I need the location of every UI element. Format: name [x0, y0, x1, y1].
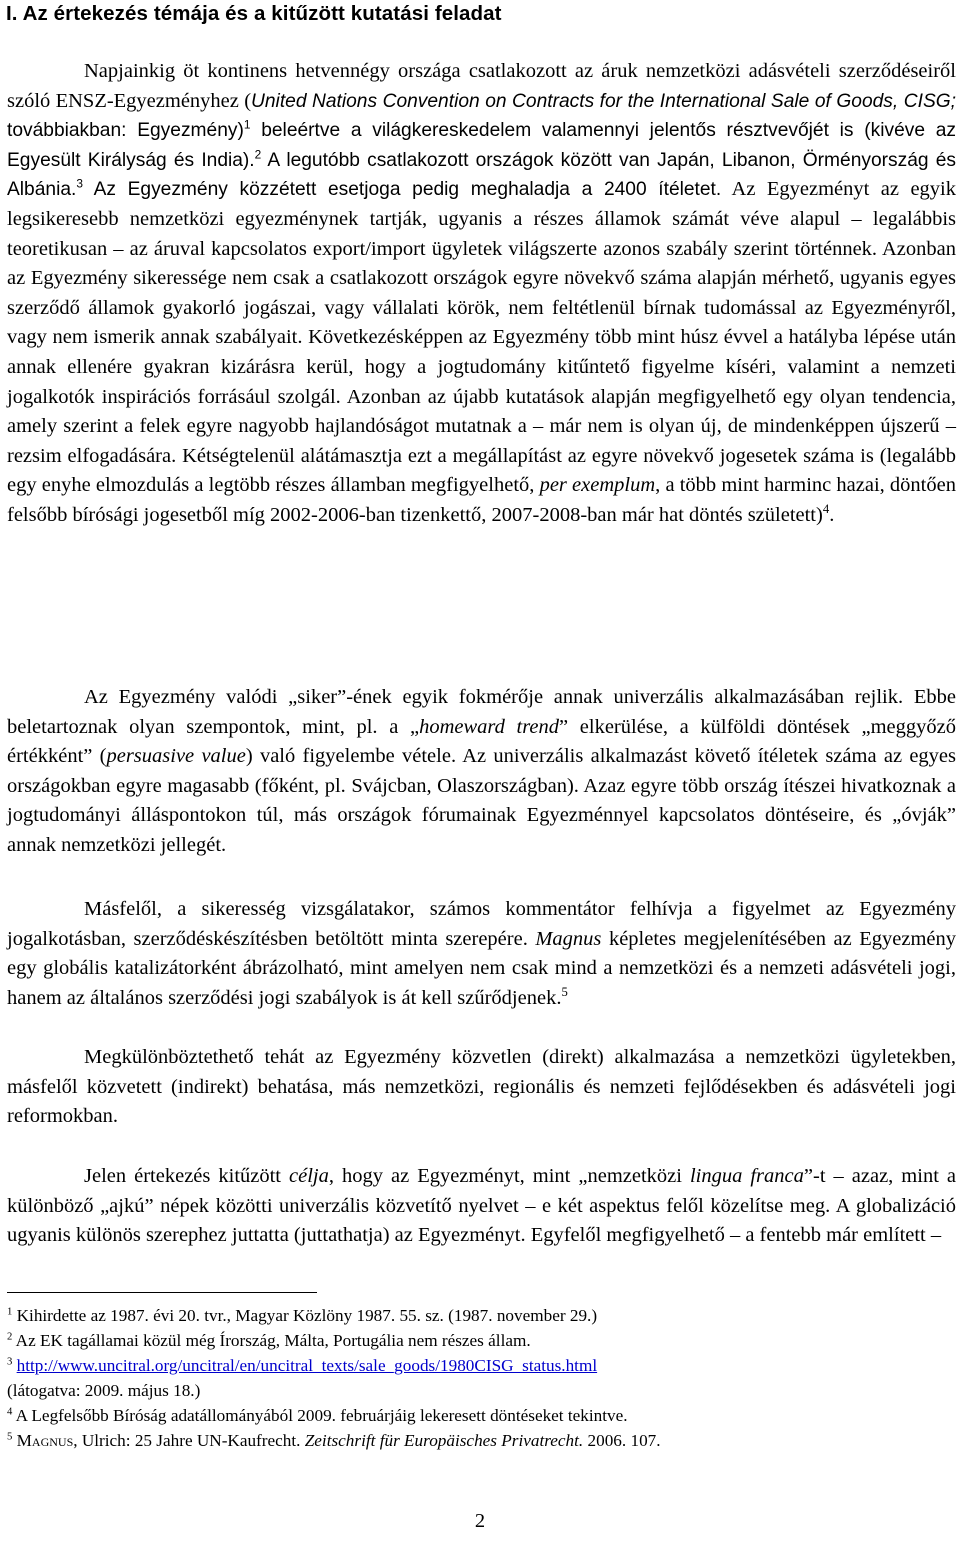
text-span: képletes megjelenítésében az Egyezmény egy globális katalizátorként ábrázolható, mint amelyen nem csak mind a nemzetközi és a nemzeti adásvételi jogi, hanem az általános szerződési jogi szabályok is át kell szűrődjenek. — [7, 927, 956, 1009]
italic-span: Magnus — [535, 927, 602, 950]
footnote-3 — [7, 1353, 952, 1378]
text-span: , a több mint harminc hazai, döntően felsőbb bírósági jogesetből míg 2002-2006-ban tizenkettő, 2007-2008-ban már hat döntés született) — [7, 474, 956, 526]
text-span: továbbiakban: Egyezmény) — [7, 120, 244, 142]
footnote-number: 2 — [7, 1331, 13, 1343]
footnote-text: A Legfelsőbb Bíróság adatállományából 2009. februárjáig lekeresett döntéseket tekintve. — [12, 1406, 628, 1425]
footnote-ref-4[interactable]: 4 — [822, 502, 830, 517]
author-name: Magnus — [16, 1431, 74, 1450]
footnote-ref-1[interactable]: 1 — [243, 117, 251, 132]
text-span: , hogy az Egyezményt, mint „nemzetközi — [328, 1165, 690, 1187]
text-span: ) való figyelembe vétele. Az univerzális alkalmazást követő ítéletek száma az egyes országokban egyre magasabb (főként, pl. Svájcban, Olaszországban). Azaz egyre több ország ítészei hivatkoznak a jogtudományi álláspontokon túl, más országok fórumainak Egyezménnyel kapcsolatos döntéseire, és „óvják” annak nemzetközi jellegét. — [7, 745, 956, 856]
text-span: ” elkerülése, a külföldi döntések „meggyőző értékként” ( — [7, 715, 956, 768]
italic-span: per exemplum — [539, 474, 656, 497]
footnotes — [7, 1303, 952, 1453]
text-span: ”-t – azaz, mint a különböző „ajkú” népek közötti univerzális közvetítő nyelvet – e két aspektus felől közelítse meg. A globalizáció ugyanis különös szerephez juttatta (juttathatja) az Egyezményt. Egyfelől megfigyelhető – a fentebb már említett – — [7, 1165, 956, 1247]
status-link[interactable]: http://www.uncitral.org/uncitral/en/uncitral_texts/sale_goods/1980CISG_status.html — [16, 1356, 598, 1375]
footnote-ref-3[interactable]: 3 — [76, 176, 83, 191]
paragraph-4 — [7, 1043, 956, 1132]
section-heading: I. Az értekezés témája és a kitűzött kutatási feladat — [6, 2, 502, 25]
journal-title: Zeitschrift für Europäisches Privatrecht. — [304, 1431, 584, 1450]
footnote-separator — [7, 1292, 317, 1293]
footnote-number: 4 — [7, 1406, 13, 1418]
footnote-1 — [7, 1303, 952, 1328]
footnote-2 — [7, 1328, 952, 1353]
italic-span: persuasive value — [106, 745, 246, 768]
footnote-text: (látogatva: 2009. május 18.) — [7, 1381, 201, 1400]
text-span: Az Egyezmény közzétett esetjoga pedig meghaladja a 2400 ítéletet. — [82, 179, 722, 201]
italic-span: United Nations Convention on Contracts for the International Sale of Goods, CISG; — [251, 90, 956, 112]
text-span: Az Egyezményt az egyik legsikeresebb nemzetközi egyezménynek tartják, ugyanis a részes államok számát véve alapul – legalábbis teoretikusan – az áruval kapcsolatos export/import ügyletek világszerte azonos szabály szerint történnek. Azonban az Egyezmény sikeressége nem csak a csatlakozott országok egyre növekvő száma alapján mérhető, ugyanis egyes szerződő államok gyakorló jogászai, vagy vállalati körök, nem feltétlenül bírnak tudomással az Egyezményről, vagy nem ismerik annak szabályait. Következésképpen az Egyezmény több mint húsz évvel a hatályba lépése után annak ellenére gyakran kizárásra kerül, hogy a jogtudomány kitűntető figyelme kíséri, valamint a nemzeti jogalkotók inspirációs forrásául szolgál. Azonban az újabb kutatások alapján megfigyelhető egy olyan tendencia, amely szerint a felek egyre nagyobb hajlandóságot mutatnak a – már nem is olyan új, de mindenképpen újszerű – rezsim elfogadására. Kétségtelenül alátámasztja ezt a megállapítást az egyre növekvő jogesetek száma is (legalább egy enyhe elmozdulás a legtöbb részes államban megfigyelhető, — [7, 178, 956, 497]
footnote-text: Kihirdette az 1987. évi 20. tvr., Magyar Közlöny 1987. 55. sz. (1987. november 29.) — [12, 1306, 598, 1325]
italic-span: célja — [289, 1165, 329, 1187]
text-span: Jelen értekezés kitűzött — [84, 1165, 290, 1187]
text-span: beleértve a világkereskedelem valamennyi jelentős résztvevőjét is (kivéve az Egyesült Királyság és India). — [7, 120, 957, 171]
text-span: . — [829, 503, 835, 526]
footnote-3-continued — [7, 1378, 952, 1403]
footnote-text: , Ulrich: 25 Jahre UN-Kaufrecht. — [73, 1431, 305, 1450]
text-span: Napjainkig öt kontinens hetvennégy országa csatlakozott az áruk nemzetközi adásvételi szerződéseiről szóló ENSZ-Egyezményhez ( — [7, 60, 956, 112]
paragraph-1 — [7, 57, 956, 531]
footnote-ref-5[interactable]: 5 — [561, 984, 568, 999]
footnote-number: 1 — [7, 1306, 13, 1318]
footnote-ref-2[interactable]: 2 — [254, 147, 262, 162]
italic-span: homeward trend — [419, 715, 560, 738]
italic-span: lingua franca — [689, 1165, 804, 1187]
footnote-4 — [7, 1403, 952, 1428]
text-span: Másfelől, a sikeresség vizsgálatakor, számos kommentátor felhívja a figyelmet az Egyezmény jogalkotásban, szerződéskészítésben betöltött minta szerepére. — [7, 898, 956, 950]
text-span: Megkülönböztethető tehát az Egyezmény közvetlen (direkt) alkalmazása a nemzetközi ügyletekben, másfelől közvetett (indirekt) behatása, más nemzetközi, regionális és nemzeti fejlődésekben és adásvételi jogi reformokban. — [7, 1046, 956, 1128]
footnote-number: 3 — [7, 1356, 13, 1368]
text-span: Az Egyezmény valódi „siker”-ének egyik fokmérője annak univerzális alkalmazásában rejlik. Ebbe beletartoznak olyan szempontok, mint, pl. a „ — [7, 686, 956, 738]
paragraph-2 — [7, 683, 956, 861]
footnote-number: 5 — [7, 1431, 13, 1443]
footnote-text: Az EK tagállamai közül még Írország, Málta, Portugália nem részes állam. — [12, 1331, 531, 1350]
footnote-5 — [7, 1428, 952, 1453]
footnote-text: 2006. 107. — [583, 1431, 661, 1450]
paragraph-5 — [7, 1162, 956, 1251]
page-number: 2 — [474, 1510, 486, 1532]
text-span: A legutóbb csatlakozott országok között van Japán, Libanon, Örményország és Albánia. — [7, 149, 957, 201]
paragraph-3 — [7, 895, 956, 1013]
